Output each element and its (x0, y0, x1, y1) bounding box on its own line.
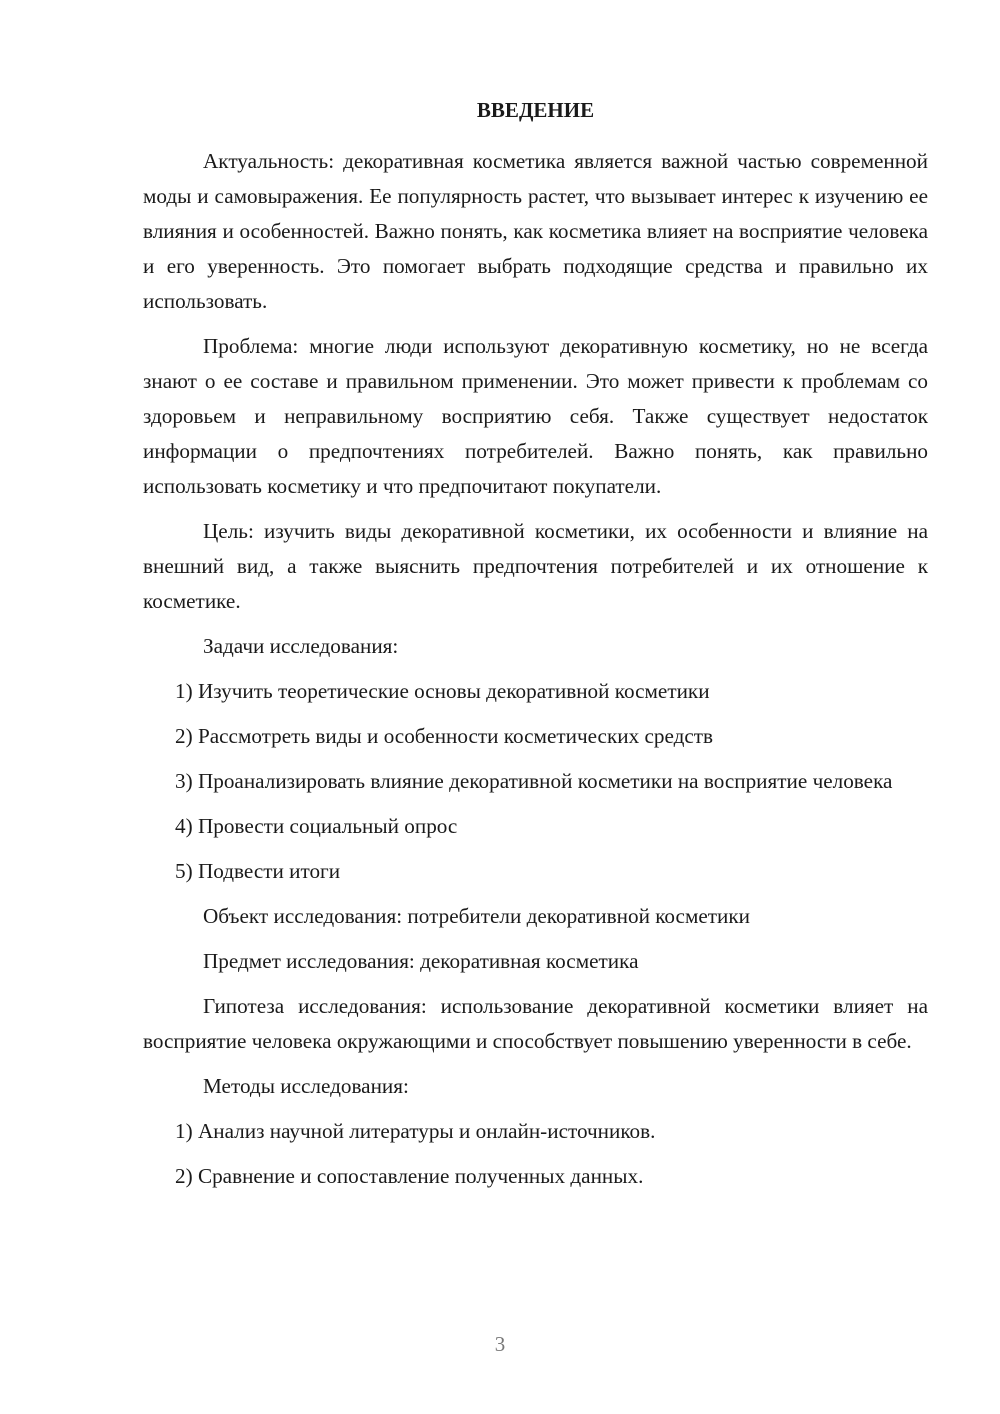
task-item: 1) Изучить теоретические основы декоративной косметики (175, 679, 710, 703)
goal-paragraph: Цель: изучить виды декоративной косметики, их особенности и влияние на внешний вид, а также выяснить предпочтения потребителей и их отношение к косметике. (143, 519, 928, 613)
tasks-heading: Задачи исследования: (203, 634, 399, 658)
task-item: 3) Проанализировать влияние декоративной косметики на восприятие человека (175, 769, 893, 793)
page-number: 3 (494, 1332, 506, 1356)
document-page (143, 95, 928, 1204)
method-item: 1) Анализ научной литературы и онлайн-источников. (175, 1119, 656, 1143)
subject-line: Предмет исследования: декоративная косметика (203, 949, 639, 973)
task-item: 2) Рассмотреть виды и особенности косметических средств (175, 724, 714, 748)
object-line: Объект исследования: потребители декоративной косметики (203, 904, 750, 928)
problem-paragraph: Проблема: многие люди используют декоративную косметику, но не всегда знают о ее составе и правильном применении. Это может привести к проблемам со здоровьем и неправильному восприятию себя. Также существует недостаток информации о предпочтениях потребителей. Важно понять, как правильно использовать косметику и что предпочитают покупатели. (143, 334, 928, 498)
method-item: 2) Сравнение и сопоставление полученных данных. (175, 1164, 644, 1188)
hypothesis-paragraph: Гипотеза исследования: использование декоративной косметики влияет на восприятие человека окружающими и способствует повышению уверенности в себе. (143, 994, 928, 1053)
relevance-paragraph: Актуальность: декоративная косметика является важной частью современной моды и самовыражения. Ее популярность растет, что вызывает интерес к изучению ее влияния и особенностей. Важно понять, как косметика влияет на восприятие человека и его уверенность. Это помогает выбрать подходящие средства и правильно их использовать. (143, 149, 928, 313)
task-item: 5) Подвести итоги (175, 859, 341, 883)
methods-heading: Методы исследования: (203, 1074, 409, 1098)
task-item: 4) Провести социальный опрос (175, 814, 458, 838)
page-title: ВВЕДЕНИЕ (476, 98, 595, 122)
